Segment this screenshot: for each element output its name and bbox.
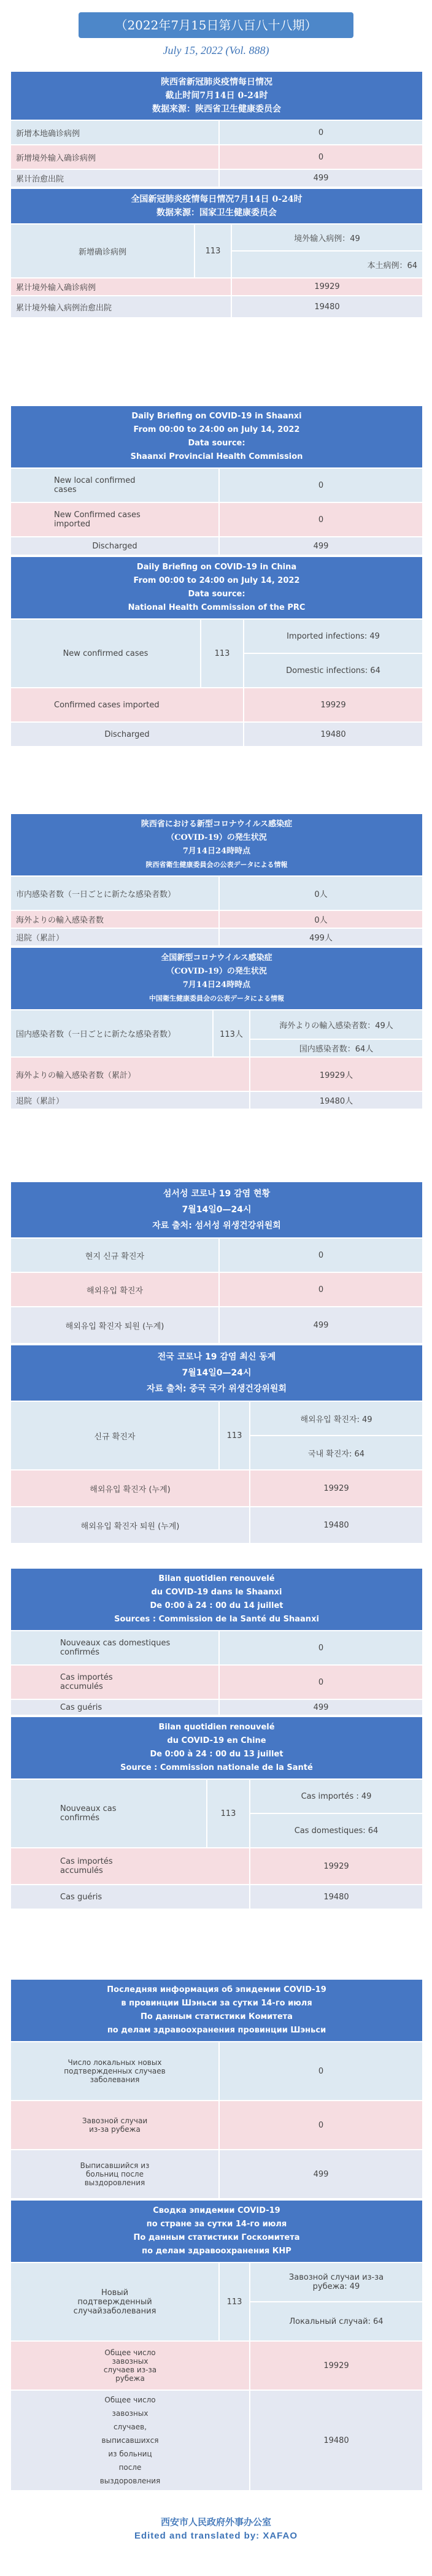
ru-province-title: Последняя информация об эпидемии COVID-19 в провинции Шэньси за сутки 14-го июля По данным статистики Комитета по делам здравоохранения провинции Шэньси xyxy=(10,1979,423,2042)
table-row: Новый подтвержденный случайзаболевания 113 Завозной случаи из-за рубежа: 49 xyxy=(10,2263,423,2302)
table-row: Выписавшийся из больниц после выздоровления 499 xyxy=(10,2150,423,2199)
table-row: New local confirmed cases 0 xyxy=(10,468,423,502)
en-section xyxy=(10,405,422,747)
ja-section xyxy=(10,813,422,1110)
table-row: Cas importés accumulés 0 xyxy=(10,1665,423,1699)
zh-province-title: 陕西省新冠肺炎疫情每日情况 截止时间7月14日 0-24时 数据来源：陕西省卫生健康委员会 xyxy=(10,71,423,120)
issue-banner: （2022年7月15日第八百八十八期） xyxy=(79,12,353,38)
table-row: Cas domestiques: 64 xyxy=(10,1813,423,1848)
en-province-title: Daily Briefing on COVID-19 in Shaanxi From 00:00 to 24:00 on July 14, 2022 Data source: Shaanxi Provincial Health Commission xyxy=(10,406,423,468)
ko-province-title: 섬서성 코로나 19 감염 현황 7월14일0—24시 자료 출처: 섬서성 위생건강위원회 xyxy=(10,1182,423,1238)
table-row: Локальный случай: 64 xyxy=(10,2302,423,2341)
table-row: 新增境外输入确诊病例 0 xyxy=(10,145,423,169)
ja-national-title: 全国新型コロナウイルス感染症 （COVID-19）の発生状況 7月14日24時時点 中国衛生健康委員会の公表データによる情報 xyxy=(10,947,423,1010)
table-row: 해외유입 확진자 (누계) 19929 xyxy=(10,1470,423,1507)
fr-national-table xyxy=(10,1716,423,1910)
ja-province-title: 陕西省における新型コロナウイルス感染症 （COVID-19）の発生状況 7月14日24時時点 陕西省衛生健康委員会の公表データによる情報 xyxy=(10,813,423,876)
fr-national-title: Bilan quotidien renouvelé du COVID-19 en Chine De 0:00 à 24 : 00 du 13 juillet Source : Commission nationale de la Santé xyxy=(10,1717,423,1779)
table-row: Domestic infections: 64 xyxy=(10,653,423,688)
table-row: 해외유입 확진자 0 xyxy=(10,1272,423,1307)
ko-province-table xyxy=(10,1181,423,1344)
ru-province-table xyxy=(10,1978,423,2199)
table-row: 累计境外输入病例治愈出院 19480 xyxy=(10,296,423,318)
table-row: 本土病例：64 xyxy=(10,251,423,278)
zh-section xyxy=(10,71,422,318)
table-row: New Confirmed cases imported 0 xyxy=(10,502,423,537)
table-row: Nouveaux cas confirmés 113 Cas importés : 49 xyxy=(10,1779,423,1813)
table-row: 国内感染者数：64人 xyxy=(10,1039,423,1057)
table-row: Discharged 499 xyxy=(10,537,423,555)
ru-section xyxy=(10,1978,422,2491)
en-national-title: Daily Briefing on COVID-19 in China From 00:00 to 24:00 on July 14, 2022 Data source: National Health Commission of the PRC xyxy=(10,556,423,619)
table-row: 국내 확진자: 64 xyxy=(10,1436,423,1470)
en-province-table xyxy=(10,405,423,556)
en-national-table xyxy=(10,556,423,747)
table-row: 退院（累計） 19480人 xyxy=(10,1091,423,1109)
table-row: Nouveaux cas domestiques confirmés 0 xyxy=(10,1631,423,1665)
table-row: 退院（累計） 499人 xyxy=(10,928,423,946)
table-row: Общее число завозных случаев из-за рубежа 19929 xyxy=(10,2341,423,2390)
table-row: Общее число завозных случаев, выписавшихся из больниц после выздоровления 19480 xyxy=(10,2390,423,2491)
ru-national-title: Сводка эпидемии COVID-19 по стране за сутки 14-го июля По данным статистики Госкомитета по делам здравоохранения КНР xyxy=(10,2200,423,2263)
table-row: Число локальных новых подтвержденных случаев заболевания 0 xyxy=(10,2042,423,2101)
table-row: 国内感染者数（一日ごとに新たな感染者数） 113人 海外よりの輸入感染者数：49人 xyxy=(10,1010,423,1039)
table-row: Cas guéris 499 xyxy=(10,1699,423,1715)
ko-national-table xyxy=(10,1344,423,1544)
footer-org: 西安市人民政府外事办公室 xyxy=(160,2516,271,2528)
table-row: 新增本地确诊病例 0 xyxy=(10,120,423,145)
table-row: Discharged 19480 xyxy=(10,722,423,747)
table-row: 해외유입 확진자 퇴원 (누계) 19480 xyxy=(10,1507,423,1544)
table-row: Завозной случаи из-за рубежа 0 xyxy=(10,2101,423,2150)
zh-national-table xyxy=(10,188,423,318)
footer-credit: Edited and translated by: XAFAO xyxy=(134,2531,298,2541)
page-footer xyxy=(0,2515,432,2541)
table-row: 海外よりの輸入感染者数（累計） 19929人 xyxy=(10,1057,423,1091)
zh-national-title: 全国新冠肺炎疫情每日情况7月14日 0-24时 数据来源：国家卫生健康委员会 xyxy=(10,188,423,224)
table-row: 市内感染者数（一日ごとに新たな感染者数） 0人 xyxy=(10,876,423,910)
table-row: Cas guéris 19480 xyxy=(10,1885,423,1909)
ko-section xyxy=(10,1181,422,1544)
fr-province-table xyxy=(10,1567,423,1716)
table-row: Cas importés accumulés 19929 xyxy=(10,1848,423,1885)
ru-national-table xyxy=(10,2199,423,2491)
table-row: 신규 확진자 113 해외유입 확진자: 49 xyxy=(10,1401,423,1436)
ja-province-table xyxy=(10,813,423,947)
fr-province-title: Bilan quotidien renouvelé du COVID-19 dans le Shaanxi De 0:00 à 24 : 00 du 14 juillet Sources : Commission de la Santé du Shaanxi xyxy=(10,1568,423,1631)
table-row: New confirmed cases 113 Imported infections: 49 xyxy=(10,619,423,653)
table-row: 累计治愈出院 499 xyxy=(10,169,423,187)
fr-section xyxy=(10,1567,422,1910)
zh-province-table xyxy=(10,71,423,188)
table-row: 현지 신규 확진자 0 xyxy=(10,1238,423,1272)
ja-national-table xyxy=(10,947,423,1110)
table-row: 累计境外输入确诊病例 19929 xyxy=(10,278,423,296)
table-row: 海外よりの輸入感染者数 0人 xyxy=(10,910,423,928)
table-row: Confirmed cases imported 19929 xyxy=(10,688,423,722)
table-row: 해외유입 확진자 퇴원 (누계) 499 xyxy=(10,1307,423,1344)
ko-national-title: 전국 코로나 19 감염 최신 동계 7월14일0—24시 자료 출처: 중국 국가 위생건강위원회 xyxy=(10,1345,423,1401)
table-row: 新增确诊病例 113 境外输入病例：49 xyxy=(10,224,423,251)
issue-date-line: July 15, 2022 (Vol. 888) xyxy=(163,44,269,56)
